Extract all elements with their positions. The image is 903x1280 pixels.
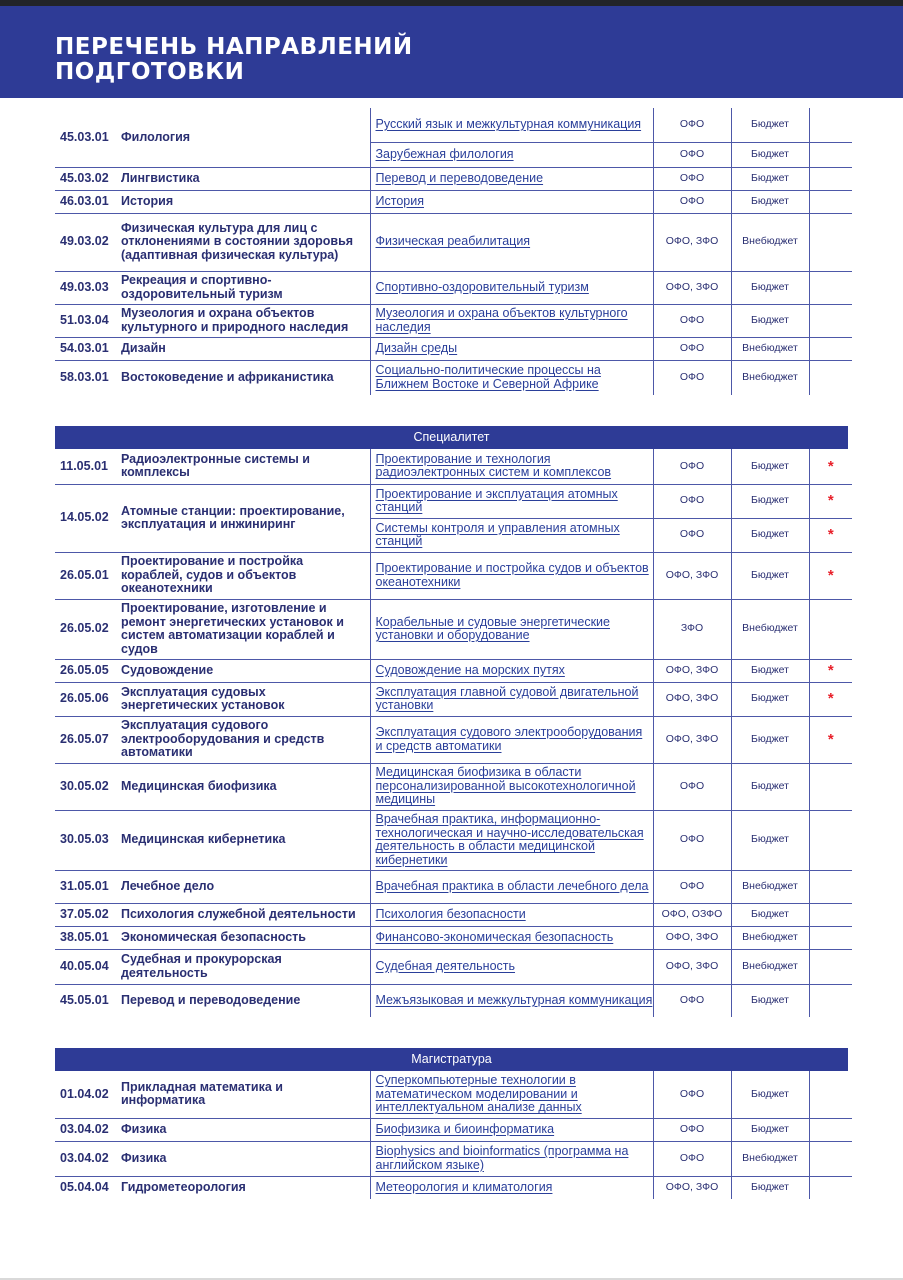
program-link[interactable] <box>370 716 653 763</box>
program-title[interactable]: Биофизика и биоинформатика <box>375 1121 555 1136</box>
study-form: ОФО <box>653 449 731 484</box>
direction-name: Атомные станции: проектирование, эксплуатация и инжиниринг <box>121 484 370 552</box>
funding-type: Внебюджет <box>731 213 809 271</box>
direction-code: 01.04.02 <box>55 1071 121 1118</box>
direction-code: 49.03.03 <box>55 271 121 304</box>
direction-name: Лечебное дело <box>121 870 370 903</box>
asterisk-mark <box>809 870 852 903</box>
table-row <box>55 984 852 1017</box>
program-link[interactable] <box>370 518 653 552</box>
study-form: ОФО, ЗФО <box>653 271 731 304</box>
funding-type: Бюджет <box>731 1118 809 1141</box>
program-link[interactable] <box>370 552 653 599</box>
study-form: ОФО, ЗФО <box>653 552 731 599</box>
section-heading-master: Магистратура <box>55 1048 848 1071</box>
asterisk-mark <box>809 903 852 926</box>
program-link[interactable] <box>370 659 653 682</box>
funding-type: Бюджет <box>731 763 809 810</box>
table-row <box>55 926 852 949</box>
study-form: ОФО <box>653 108 731 142</box>
program-title[interactable]: Эксплуатация главной судовой двигательной установки <box>375 684 639 712</box>
program-link[interactable] <box>370 271 653 304</box>
asterisk-mark <box>809 213 852 271</box>
asterisk-mark: * <box>809 484 852 518</box>
funding-type: Внебюджет <box>731 949 809 984</box>
asterisk-mark <box>809 949 852 984</box>
table-row <box>55 903 852 926</box>
program-link[interactable] <box>370 190 653 213</box>
direction-name: Проектирование, изготовление и ремонт энергетических установок и систем автоматизации кораблей и судов <box>121 599 370 659</box>
direction-code: 14.05.02 <box>55 484 121 552</box>
direction-code: 30.05.02 <box>55 763 121 810</box>
direction-code: 45.03.02 <box>55 167 121 190</box>
table-row <box>55 337 852 360</box>
study-form: ОФО, ЗФО <box>653 659 731 682</box>
direction-name: Медицинская кибернетика <box>121 810 370 870</box>
direction-name: Эксплуатация судового электрооборудования и средств автоматики <box>121 716 370 763</box>
title-banner <box>0 6 903 98</box>
study-form: ОФО <box>653 1071 731 1118</box>
direction-name: Физика <box>121 1118 370 1141</box>
funding-type: Бюджет <box>731 449 809 484</box>
direction-code: 49.03.02 <box>55 213 121 271</box>
direction-name: Гидрометеорология <box>121 1180 246 1194</box>
funding-type: Бюджет <box>731 167 809 190</box>
direction-name: Судебная и прокурорская деятельность <box>121 949 370 984</box>
direction-code: 45.05.01 <box>60 993 109 1007</box>
funding-type: Бюджет <box>731 484 809 518</box>
asterisk-mark <box>809 1141 852 1176</box>
program-title[interactable]: Финансово-экономическая безопасность <box>375 929 614 944</box>
program-title[interactable]: Спортивно-оздоровительный туризм <box>375 279 589 294</box>
programs-table-bachelor <box>55 108 852 395</box>
program-link[interactable] <box>370 337 653 360</box>
program-title[interactable]: Русский язык и межкультурная коммуникация <box>375 117 642 131</box>
table-row <box>55 167 852 190</box>
asterisk-mark: * <box>809 518 852 552</box>
program-link[interactable] <box>370 1118 653 1141</box>
direction-name: Экономическая безопасность <box>121 926 370 949</box>
direction-name: Физическая культура для лиц с отклонениями в состоянии здоровья (адаптивная физическая культура) <box>121 213 370 271</box>
direction-name: История <box>121 190 370 213</box>
direction-code: 05.04.04 <box>60 1180 109 1194</box>
table-row <box>55 716 852 763</box>
direction-name: Медицинская биофизика <box>121 763 370 810</box>
program-title[interactable]: Проектирование и постройка судов и объектов океанотехники <box>375 561 649 589</box>
funding-type: Бюджет <box>731 518 809 552</box>
asterisk-mark: * <box>809 659 852 682</box>
program-title[interactable]: Врачебная практика в области лечебного дела <box>375 878 649 893</box>
direction-code: 26.05.06 <box>55 682 121 716</box>
funding-type: Бюджет <box>731 716 809 763</box>
direction-code: 58.03.01 <box>60 370 109 384</box>
program-title[interactable]: Музеология и охрана объектов культурного наследия <box>375 306 628 334</box>
funding-type: Бюджет <box>731 1071 809 1118</box>
study-form: ОФО <box>653 518 731 552</box>
table-row <box>55 1176 852 1199</box>
funding-type: Внебюджет <box>731 1141 809 1176</box>
direction-name: Прикладная математика и информатика <box>121 1071 370 1118</box>
funding-type: Бюджет <box>731 984 809 1017</box>
program-link[interactable] <box>370 1071 653 1118</box>
table-row <box>55 449 852 484</box>
study-form: ОФО <box>653 337 731 360</box>
table-row <box>55 599 852 659</box>
table-row <box>55 763 852 810</box>
study-form: ОФО <box>653 304 731 337</box>
funding-type: Бюджет <box>731 659 809 682</box>
study-form: ОФО <box>653 360 731 395</box>
program-link[interactable] <box>370 484 653 518</box>
funding-type: Бюджет <box>731 1176 809 1199</box>
study-form: ЗФО <box>653 599 731 659</box>
program-link[interactable] <box>370 1141 653 1176</box>
asterisk-mark <box>809 337 852 360</box>
funding-type: Бюджет <box>731 682 809 716</box>
program-link[interactable] <box>370 810 653 870</box>
direction-code: 37.05.02 <box>55 903 121 926</box>
direction-name: Перевод и переводоведение <box>121 993 301 1007</box>
program-title[interactable]: Системы контроля и управления атомных станций <box>375 520 620 548</box>
study-form: ОФО, ЗФО <box>653 926 731 949</box>
direction-code: 51.03.04 <box>55 304 121 337</box>
program-link[interactable] <box>370 167 653 190</box>
table-row <box>55 870 852 903</box>
direction-code: 26.05.07 <box>55 716 121 763</box>
funding-type: Бюджет <box>731 810 809 870</box>
table-row <box>55 682 852 716</box>
asterisk-mark <box>809 108 852 142</box>
asterisk-mark <box>809 304 852 337</box>
direction-code: 03.04.02 <box>55 1141 121 1176</box>
asterisk-mark <box>809 1118 852 1141</box>
program-title[interactable]: Межъязыковая и межкультурная коммуникация <box>375 993 653 1007</box>
study-form: ОФО, ЗФО <box>653 682 731 716</box>
direction-name: Психология служебной деятельности <box>121 903 370 926</box>
program-title[interactable]: Медицинская биофизика в области персонализированной высокотехнологичной медицины <box>375 765 636 807</box>
direction-name: Физика <box>121 1141 370 1176</box>
direction-name: Рекреация и спортивно-оздоровительный туризм <box>121 271 370 304</box>
programs-table-specialist <box>55 449 852 1017</box>
table-row <box>55 190 852 213</box>
study-form: ОФО <box>653 984 731 1017</box>
asterisk-mark <box>809 926 852 949</box>
funding-type: Бюджет <box>731 271 809 304</box>
direction-name: Дизайн <box>121 337 370 360</box>
direction-code: 46.03.01 <box>55 190 121 213</box>
program-title[interactable]: Психология безопасности <box>375 906 526 921</box>
table-row <box>55 1141 852 1176</box>
direction-code: 54.03.01 <box>55 337 121 360</box>
table-row <box>55 360 852 395</box>
asterisk-mark <box>809 599 852 659</box>
program-title[interactable]: Социально-политические процессы на Ближнем Востоке и Северной Африке <box>375 363 601 391</box>
study-form: ОФО <box>653 763 731 810</box>
funding-type: Бюджет <box>731 142 809 167</box>
study-form: ОФО, ЗФО <box>653 949 731 984</box>
program-title[interactable]: Эксплуатация судового электрооборудования и средств автоматики <box>375 725 643 753</box>
program-title[interactable]: Biophysics and bioinformatics (программа на английском языке) <box>375 1144 629 1172</box>
asterisk-mark <box>809 142 852 167</box>
program-link[interactable] <box>370 949 653 984</box>
direction-code: 40.05.04 <box>55 949 121 984</box>
program-title[interactable]: Метеорология и климатология <box>375 1180 553 1194</box>
study-form: ОФО, ОЗФО <box>653 903 731 926</box>
direction-name: Проектирование и постройка кораблей, судов и объектов океанотехники <box>121 552 370 599</box>
direction-name: Востоковедение и африканистика <box>121 370 334 384</box>
program-title[interactable]: Судовождение на морских путях <box>375 662 565 677</box>
study-form: ОФО <box>653 167 731 190</box>
asterisk-mark <box>809 271 852 304</box>
program-link[interactable] <box>370 682 653 716</box>
program-title[interactable]: Проектирование и эксплуатация атомных станций <box>375 486 618 514</box>
asterisk-mark <box>809 167 852 190</box>
study-form: ОФО <box>653 142 731 167</box>
asterisk-mark <box>809 190 852 213</box>
table-row <box>55 552 852 599</box>
funding-type: Бюджет <box>731 304 809 337</box>
study-form: ОФО <box>653 1118 731 1141</box>
study-form: ОФО, ЗФО <box>653 716 731 763</box>
table-row <box>55 271 852 304</box>
funding-type: Бюджет <box>731 903 809 926</box>
program-title[interactable]: Корабельные и судовые энергетические установки и оборудование <box>375 614 610 642</box>
direction-code: 26.05.01 <box>55 552 121 599</box>
asterisk-mark: * <box>809 449 852 484</box>
program-link[interactable] <box>370 870 653 903</box>
program-title[interactable]: Судебная деятельность <box>375 958 516 973</box>
program-link[interactable] <box>370 108 653 142</box>
programs-table-master <box>55 1071 852 1199</box>
table-row <box>55 304 852 337</box>
asterisk-mark <box>809 763 852 810</box>
asterisk-mark <box>809 1071 852 1118</box>
direction-code: 45.03.01 <box>55 108 121 167</box>
funding-type: Внебюджет <box>731 870 809 903</box>
study-form: ОФО <box>653 870 731 903</box>
program-link[interactable] <box>370 903 653 926</box>
program-link[interactable] <box>370 763 653 810</box>
program-title[interactable]: Суперкомпьютерные технологии в математическом моделировании и интеллектуальном анализе данных <box>375 1073 582 1114</box>
study-form: ОФО, ЗФО <box>653 1176 731 1199</box>
direction-name: Филология <box>121 108 370 167</box>
study-form: ОФО <box>653 190 731 213</box>
funding-type: Бюджет <box>731 552 809 599</box>
direction-code: 38.05.01 <box>55 926 121 949</box>
program-link[interactable] <box>370 599 653 659</box>
funding-type: Внебюджет <box>731 360 809 395</box>
study-form: ОФО <box>653 484 731 518</box>
program-link[interactable] <box>370 926 653 949</box>
direction-code: 26.05.05 <box>55 659 121 682</box>
program-link[interactable] <box>370 1176 653 1199</box>
direction-code: 26.05.02 <box>55 599 121 659</box>
direction-name: Лингвистика <box>121 167 370 190</box>
asterisk-mark <box>809 360 852 395</box>
asterisk-mark <box>809 810 852 870</box>
funding-type: Бюджет <box>731 108 809 142</box>
direction-name: Радиоэлектронные системы и комплексы <box>121 449 370 484</box>
direction-code: 30.05.03 <box>55 810 121 870</box>
study-form: ОФО <box>653 810 731 870</box>
direction-code: 03.04.02 <box>55 1118 121 1141</box>
table-row <box>55 810 852 870</box>
direction-name: Эксплуатация судовых энергетических установок <box>121 682 370 716</box>
program-link[interactable] <box>370 304 653 337</box>
funding-type: Внебюджет <box>731 599 809 659</box>
table-row <box>55 108 852 142</box>
program-title[interactable]: Перевод и переводоведение <box>375 170 544 185</box>
study-form: ОФО, ЗФО <box>653 213 731 271</box>
asterisk-mark: * <box>809 716 852 763</box>
study-form: ОФО <box>653 1141 731 1176</box>
asterisk-mark <box>809 1176 852 1199</box>
program-link[interactable] <box>370 360 653 395</box>
table-row <box>55 659 852 682</box>
page-title: ПЕРЕЧЕНЬ НАПРАВЛЕНИЙ ПОДГОТОВКИ <box>55 34 413 85</box>
table-row <box>55 213 852 271</box>
funding-type: Внебюджет <box>731 926 809 949</box>
table-row <box>55 1118 852 1141</box>
program-title[interactable]: Дизайн среды <box>375 340 458 355</box>
asterisk-mark: * <box>809 682 852 716</box>
asterisk-mark: * <box>809 552 852 599</box>
funding-type: Бюджет <box>731 190 809 213</box>
table-row <box>55 1071 852 1118</box>
funding-type: Внебюджет <box>731 337 809 360</box>
direction-code: 31.05.01 <box>55 870 121 903</box>
program-title[interactable]: Зарубежная филология <box>375 146 514 161</box>
direction-name: Судовождение <box>121 659 370 682</box>
program-title[interactable]: Проектирование и технология радиоэлектронных систем и комплексов <box>375 451 612 480</box>
program-title[interactable]: Физическая реабилитация <box>375 234 531 249</box>
program-link[interactable] <box>370 142 653 167</box>
table-row <box>55 949 852 984</box>
section-heading-specialist: Специалитет <box>55 426 848 449</box>
program-title[interactable]: Врачебная практика, информационно-технологическая и научно-исследовательская деятельность в области медицинской кибернетики <box>375 812 644 867</box>
asterisk-mark <box>809 984 852 1017</box>
direction-name: Музеология и охрана объектов культурного и природного наследия <box>121 304 370 337</box>
program-link[interactable] <box>370 449 653 484</box>
program-link[interactable] <box>370 213 653 271</box>
direction-code: 11.05.01 <box>55 449 121 484</box>
program-title[interactable]: История <box>375 193 424 208</box>
table-row <box>55 484 852 518</box>
program-link[interactable] <box>370 984 653 1017</box>
